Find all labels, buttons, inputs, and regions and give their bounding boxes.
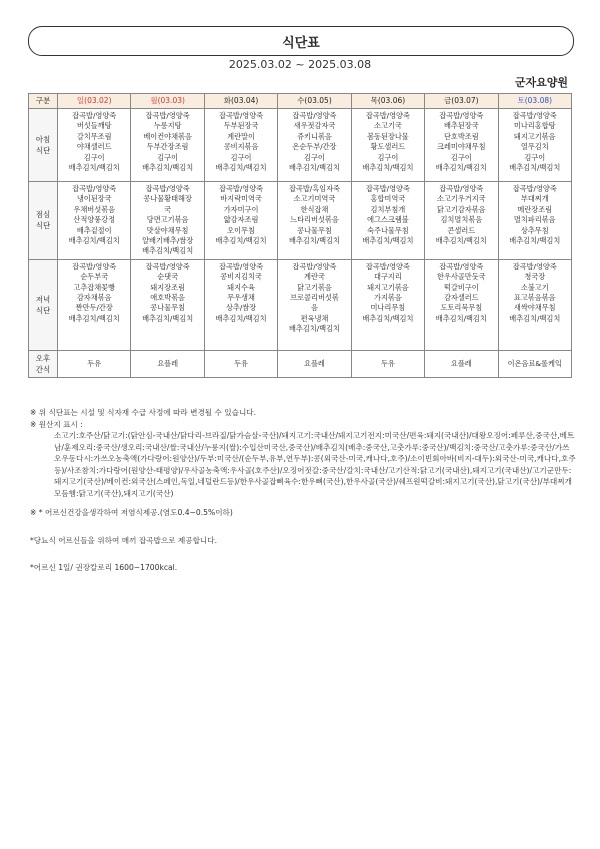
meal-row-lunch bbox=[29, 182, 572, 260]
menu-item: 편육냉채 bbox=[300, 313, 329, 323]
menu-item: 소고기미역국 bbox=[293, 194, 336, 204]
menu-item: 새싹야채무침 bbox=[513, 303, 556, 313]
menu-item: 배추김치/백김치 bbox=[142, 246, 194, 256]
day-header: 일(03.02) bbox=[58, 94, 131, 109]
menu-item: 음 bbox=[311, 303, 318, 313]
menu-item: 배추김치/백김치 bbox=[142, 163, 194, 173]
menu-item: 잡곡밥/영양죽 bbox=[72, 261, 117, 271]
day-header: 월(03.03) bbox=[131, 94, 204, 109]
menu-item: 새우젓감자국 bbox=[293, 121, 336, 131]
menu-item: 두부된장국 bbox=[223, 121, 259, 131]
menu-item: 감자샐러드 bbox=[443, 293, 479, 303]
menu-item: 잡곡밥/영양죽 bbox=[72, 184, 117, 193]
menu-item: 배추김치/백김치 bbox=[435, 313, 487, 323]
menu-item: 배추김치/백김치 bbox=[435, 236, 487, 246]
menu-item: 배추된장국 bbox=[443, 121, 479, 131]
menu-item: 잡곡밥/영양죽 bbox=[292, 261, 337, 271]
menu-item: 순두부국 bbox=[80, 272, 109, 282]
menu-item: 배추김치/백김치 bbox=[68, 313, 120, 323]
menu-item: 잡곡밥/영양죽 bbox=[219, 184, 264, 193]
day-header: 수(03.05) bbox=[278, 94, 351, 109]
menu-cell bbox=[204, 350, 277, 377]
menu-item: 닭고기볶음 bbox=[297, 282, 332, 292]
menu-item: 우채버섯볶음 bbox=[73, 204, 116, 214]
day-header: 금(03.07) bbox=[425, 94, 498, 109]
menu-item: 요플레 bbox=[157, 358, 179, 368]
menu-cell bbox=[278, 259, 351, 350]
meal-row-breakfast bbox=[29, 109, 572, 182]
menu-cell bbox=[425, 259, 498, 350]
menu-item: 홍합미역국 bbox=[370, 194, 406, 204]
meal-label-line: 오후 bbox=[35, 353, 51, 363]
menu-cell bbox=[351, 259, 424, 350]
menu-item: 가지볶음 bbox=[374, 293, 402, 303]
menu-item: 잡곡밥/영양죽 bbox=[365, 261, 410, 271]
menu-item: 잡곡밥/영양죽 bbox=[365, 111, 410, 120]
menu-item: 김구이 bbox=[230, 152, 252, 162]
meal-label-line: 간식 bbox=[35, 364, 51, 374]
menu-item: 배추김치/백김치 bbox=[215, 163, 267, 173]
menu-item: 애호박볶음 bbox=[150, 293, 185, 303]
menu-item: 맛살야채무침 bbox=[146, 225, 189, 235]
menu-item: 상추무침 bbox=[520, 225, 549, 235]
menu-item: 배추김치/백김치 bbox=[215, 236, 267, 246]
date-range: 2025.03.02 ~ 2025.03.08 bbox=[228, 58, 372, 71]
menu-item: 감자채볶음 bbox=[76, 293, 112, 303]
menu-item: 대구지리 bbox=[374, 272, 402, 282]
menu-item: 누룽지탕 bbox=[153, 121, 182, 131]
menu-item: 잡곡밥/영양죽 bbox=[365, 184, 410, 193]
menu-item: 한우사골만둣국 bbox=[437, 272, 486, 282]
menu-item: 바지락미역국 bbox=[220, 194, 262, 204]
menu-item: 크레미야채무침 bbox=[437, 142, 486, 152]
menu-item: 야채샐러드 bbox=[76, 142, 112, 152]
menu-item: 김구이 bbox=[83, 152, 105, 162]
menu-item: 느타리버섯볶음 bbox=[290, 215, 339, 225]
menu-item: 짠만두/간장 bbox=[75, 303, 113, 313]
menu-cell bbox=[498, 350, 571, 377]
menu-item: 잡곡밥/영양죽 bbox=[219, 111, 264, 120]
menu-item: 잡곡밥/영양죽 bbox=[512, 261, 557, 271]
diabetes-notice: *당뇨식 어르신들을 위하여 매끼 잡곡밥으로 제공합니다. bbox=[30, 535, 217, 545]
meal-label-line: 점심 bbox=[35, 210, 51, 220]
menu-item: 배추겉절이 bbox=[76, 225, 112, 235]
menu-item: 김구이 bbox=[524, 152, 546, 162]
menu-item: 잡곡밥/영양죽 bbox=[439, 261, 484, 271]
page-title: 식단표 bbox=[282, 35, 320, 51]
menu-cell bbox=[131, 350, 204, 377]
menu-item: 배추김치/백김치 bbox=[142, 313, 194, 323]
menu-item: 콩비지김치국 bbox=[220, 272, 262, 282]
menu-item: 메란장조림 bbox=[517, 204, 553, 214]
menu-item: 잡곡밥/흑임자죽 bbox=[288, 184, 340, 193]
meal-label bbox=[29, 350, 58, 377]
title-box bbox=[28, 26, 574, 56]
menu-item: 배추김치/백김치 bbox=[362, 236, 414, 246]
menu-cell bbox=[278, 109, 351, 182]
menu-cell bbox=[58, 350, 131, 377]
menu-item: 배추김치/백김치 bbox=[509, 236, 561, 246]
meal-label bbox=[29, 109, 58, 182]
menu-item: 한식잡채 bbox=[300, 204, 329, 214]
menu-item: 계란국 bbox=[304, 272, 325, 282]
menu-cell bbox=[204, 259, 277, 350]
menu-item: 떡갈비구이 bbox=[443, 282, 479, 292]
menu-item: 두부간장조림 bbox=[146, 142, 189, 152]
menu-cell bbox=[278, 350, 351, 377]
menu-cell bbox=[425, 109, 498, 182]
menu-cell bbox=[58, 109, 131, 182]
menu-item: 멸치파리볶음 bbox=[513, 215, 556, 225]
menu-item: 김구이 bbox=[450, 152, 472, 162]
menu-cell bbox=[58, 182, 131, 260]
facility-name: 군자요양원 bbox=[514, 76, 568, 89]
menu-item: 콩나물무침 bbox=[150, 303, 185, 313]
menu-item: 오이무침 bbox=[227, 225, 255, 235]
menu-item: 알배기배추/쌈장 bbox=[142, 236, 194, 246]
menu-item: 두유 bbox=[380, 358, 395, 368]
menu-cell bbox=[278, 182, 351, 260]
meal-label-line: 식단 bbox=[35, 305, 51, 315]
menu-item: 도토리묵무침 bbox=[440, 303, 483, 313]
menu-item: 돼지장조림 bbox=[150, 282, 185, 292]
menu-item: 두유 bbox=[234, 358, 248, 368]
menu-item: 버섯들깨탕 bbox=[76, 121, 112, 131]
menu-item: 잡곡밥/영양죽 bbox=[512, 111, 557, 120]
menu-cell bbox=[351, 182, 424, 260]
menu-item: 요플레 bbox=[304, 358, 325, 368]
menu-cell bbox=[131, 182, 204, 260]
menu-item: 잡곡밥/영양죽 bbox=[145, 184, 190, 193]
menu-cell bbox=[498, 259, 571, 350]
menu-item: 요플레 bbox=[450, 358, 472, 368]
menu-cell bbox=[425, 350, 498, 377]
menu-item: 배추김치/백김치 bbox=[68, 236, 120, 246]
menu-item: 상추/쌈장 bbox=[225, 303, 257, 313]
meal-table bbox=[28, 93, 572, 378]
menu-item: 배추김치/백김치 bbox=[362, 313, 414, 323]
calorie-notice: *어르신 1일/ 권장칼로리 1600~1700kcal. bbox=[30, 563, 178, 572]
meal-label-line: 식단 bbox=[35, 146, 51, 155]
menu-item: 황도샐러드 bbox=[370, 142, 406, 152]
menu-item: 에그스크램블 bbox=[367, 215, 409, 225]
menu-item: 소불고기 bbox=[520, 282, 549, 292]
origin-heading: ※ 원산지 표시 : bbox=[30, 419, 83, 429]
menu-item: 김구이 bbox=[304, 152, 325, 162]
menu-item: 열무김치 bbox=[520, 142, 549, 152]
menu-item: 얇감자조림 bbox=[223, 215, 259, 225]
menu-item: 잡곡밥/영양죽 bbox=[145, 111, 190, 120]
menu-cell bbox=[498, 182, 571, 260]
menu-item: 당면고기볶음 bbox=[146, 215, 189, 225]
menu-item: 잡곡밥/영양죽 bbox=[145, 261, 190, 271]
day-header: 목(03.06) bbox=[351, 94, 424, 109]
menu-item: 이온음료&롤케잌 bbox=[507, 358, 562, 368]
notes-section bbox=[30, 407, 576, 574]
menu-item: 순댓국 bbox=[157, 272, 179, 282]
day-header: 토(03.08) bbox=[498, 94, 571, 109]
menu-item: 콩비지볶음 bbox=[223, 142, 259, 152]
menu-item: 갈치무조림 bbox=[76, 131, 112, 141]
menu-item: 콩나물무침 bbox=[297, 225, 332, 235]
menu-item: 잡곡밥/영양죽 bbox=[439, 184, 484, 193]
menu-item: 계란말이 bbox=[227, 131, 255, 141]
menu-item: 고추잡채꽃빵 bbox=[73, 282, 116, 292]
change-notice: ※ 위 식단표는 시설 및 식자재 수급 사정에 따라 변경될 수 있습니다. bbox=[30, 408, 257, 417]
menu-item: 배추김치/백김치 bbox=[288, 324, 340, 334]
menu-item: 잡곡밥/영양죽 bbox=[219, 261, 264, 271]
menu-item: 두유 bbox=[87, 358, 102, 368]
menu-cell bbox=[204, 109, 277, 182]
origin-text: 소고기:호주산/닭고기:(닭안심-국내산/닭다리-브라질/닭가슴살-국산)/돼지고기:국내산/돼지고기전지:미국산/편육:돼지(국내산)/대왕오징어:페루산,중국산,베트남/훈제오리:중국산/생오리:국내산/쌀:국내산/누룽지(쌀):수입산미국산,중국산)/배추김치(배추:중국산,고춧가루:중국산)/백김치:중국산/고춧가루:중국산/가쓰오우동다시:가쓰오농축액(가다랑어:원양산)/두부:미국산/(순두부,유부,연두부):콩(외국산-미국,캐나다,호주)/소이빈회아바(비지-대두):외국산-미국,캐나다,호주등)/사조참치:가다랑어(원양산-태평양)/우사골농축액:우사골(호주산)/오징어젓갈:중국산/갈치:국내산/고기산적:닭고기(국내산),돼지고기(국내산)/고기군만두:돼지고기(국산)/베이컨:외국산(스페인,독일,네덜란드등)/한우사골잡뼈육수:한우뼈(국산),한우사골(국산)/쉐프원떡갈비:돼지고기(국산),닭고기(국산)/부대찌개모듬햄:닭고기(국산),돼지고기(국산) bbox=[54, 431, 576, 498]
menu-item: 청국장 bbox=[524, 272, 546, 282]
menu-item: 콘샐러드 bbox=[447, 225, 476, 235]
menu-item: 닭고기감자볶음 bbox=[437, 204, 486, 214]
menu-item: 가자미구이 bbox=[223, 204, 259, 214]
menu-item: 배추김치/백김치 bbox=[215, 313, 267, 323]
menu-item: 베이컨야채볶음 bbox=[143, 131, 192, 141]
menu-item: 김치멸치볶음 bbox=[440, 215, 483, 225]
menu-item: 표고볶음볶음 bbox=[513, 293, 556, 303]
menu-cell bbox=[131, 259, 204, 350]
menu-item: 미나리무침 bbox=[370, 303, 406, 313]
meal-label bbox=[29, 259, 58, 350]
menu-item: 온순두부/간장 bbox=[292, 142, 337, 152]
menu-item: 돼지수육 bbox=[227, 282, 255, 292]
menu-item: 냉이된장국 bbox=[76, 194, 112, 204]
meal-label-line: 저녁 bbox=[35, 294, 51, 304]
menu-cell bbox=[204, 182, 277, 260]
meal-row-dinner bbox=[29, 259, 572, 350]
meal-row-snack bbox=[29, 350, 572, 377]
menu-cell bbox=[351, 109, 424, 182]
menu-item: 콩나물황태해장 bbox=[143, 194, 192, 204]
menu-item: 돼지고기볶음 bbox=[513, 131, 556, 141]
menu-item: 잡곡밥/영양죽 bbox=[512, 184, 557, 193]
menu-item: 소고기국 bbox=[374, 121, 402, 131]
menu-item: 산적양풍강정 bbox=[73, 215, 116, 225]
menu-item: 배추김치/백김치 bbox=[509, 163, 561, 173]
menu-item: 무우생채 bbox=[227, 293, 255, 303]
menu-item: 국 bbox=[164, 204, 172, 214]
menu-item: 숙주나물무침 bbox=[367, 225, 409, 235]
table-body bbox=[29, 109, 572, 378]
meal-label-line: 아침 bbox=[35, 135, 51, 144]
menu-item: 잡곡밥/영양죽 bbox=[439, 111, 484, 120]
salt-notice: ※ * 어르신건강을생각하여 저염식제공.(염도0.4~0.5%이하) bbox=[30, 508, 233, 517]
menu-item: 김구이 bbox=[377, 152, 399, 162]
meal-label-line: 식단 bbox=[35, 221, 51, 231]
menu-item: 봄동된장나물 bbox=[367, 131, 409, 141]
menu-item: 브로콜리버섯볶 bbox=[290, 293, 339, 303]
menu-item: 배추김치/백김치 bbox=[68, 163, 120, 173]
menu-cell bbox=[498, 109, 571, 182]
menu-item: 잡곡밥/영양죽 bbox=[292, 111, 337, 120]
menu-item: 미나리홍합탕 bbox=[513, 121, 556, 131]
menu-cell bbox=[131, 109, 204, 182]
menu-item: 단호박조림 bbox=[443, 131, 479, 141]
menu-item: 잡곡밥/영양죽 bbox=[72, 111, 117, 120]
menu-item: 배추김치/백김치 bbox=[362, 163, 414, 173]
menu-item: 배추김치/백김치 bbox=[288, 163, 340, 173]
menu-item: 배추김치/백김치 bbox=[509, 313, 561, 323]
menu-cell bbox=[58, 259, 131, 350]
menu-item: 돼지고기볶음 bbox=[367, 282, 409, 292]
meal-label bbox=[29, 182, 58, 260]
table-corner-label: 구분 bbox=[29, 94, 58, 109]
menu-item: 김치부침개 bbox=[370, 204, 406, 214]
menu-cell bbox=[425, 182, 498, 260]
menu-item: 소고기우거지국 bbox=[437, 194, 486, 204]
menu-item: 배추김치/백김치 bbox=[288, 236, 340, 246]
menu-item: 김구이 bbox=[157, 152, 179, 162]
menu-cell bbox=[351, 350, 424, 377]
day-header: 화(03.04) bbox=[204, 94, 277, 109]
menu-item: 쥬키니볶음 bbox=[297, 131, 332, 141]
table-header-row bbox=[29, 94, 572, 109]
menu-item: 배추김치/백김치 bbox=[435, 163, 487, 173]
menu-item: 부대찌개 bbox=[520, 194, 549, 204]
